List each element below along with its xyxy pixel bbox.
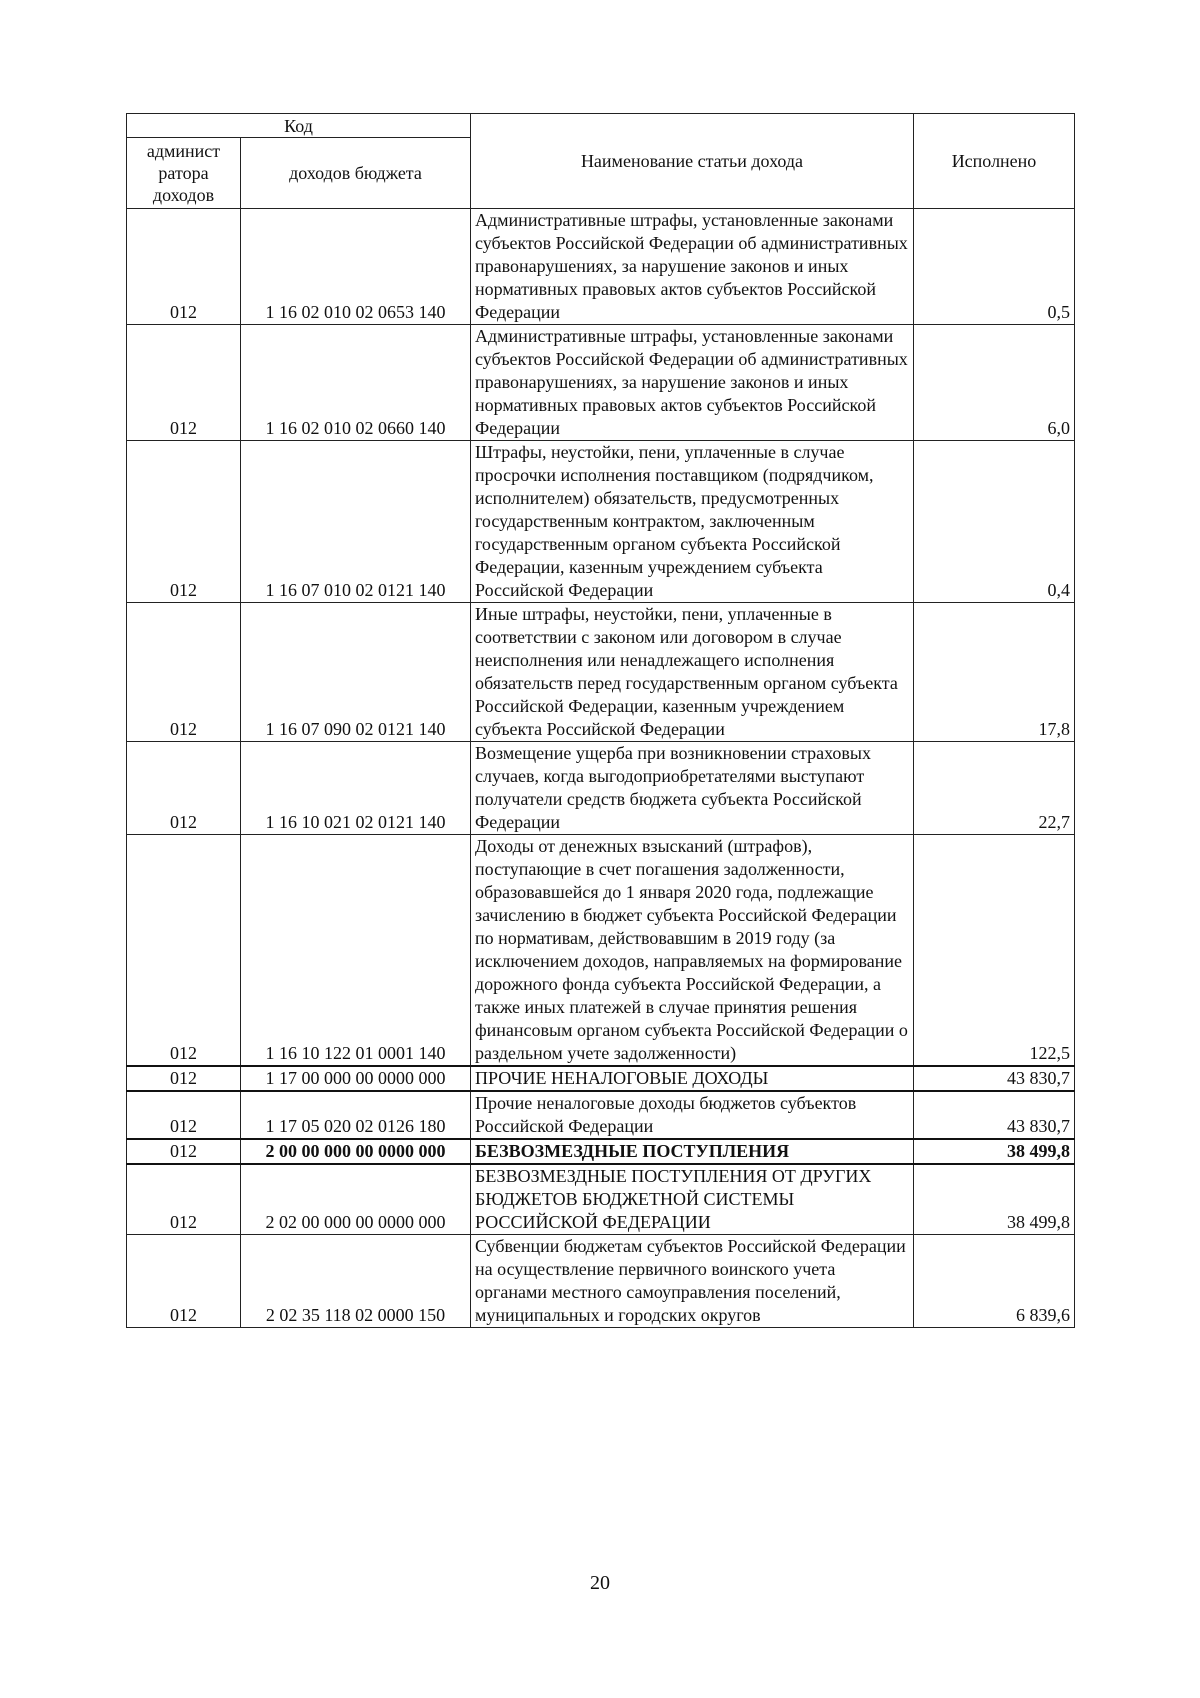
amount-cell: 6 839,6 [914, 1235, 1075, 1328]
admin-column-header [127, 138, 241, 209]
table-row [127, 742, 1075, 835]
revenue-table [126, 113, 1075, 1328]
admin-code-cell: 012 [127, 603, 241, 742]
budget-code-cell: 1 16 02 010 02 0653 140 [241, 209, 471, 325]
budget-code-cell: 2 00 00 000 00 0000 000 [241, 1139, 471, 1164]
revenue-name-cell: Доходы от денежных взысканий (штрафов), поступающие в счет погашения задолженности, образовавшейся до 1 января 2020 года, подлежащие зачислению в бюджет субъекта Российской Федерации по нормативам, действовавшим в 2019 году (за исключением доходов, направляемых на формирование дорожного фонда субъекта Российской Федерации, а также иных платежей в случае принятия решения финансовым органом субъекта Российской Федерации о раздельном учете задолженности) [471, 835, 914, 1067]
budget-code-cell: 1 16 07 090 02 0121 140 [241, 603, 471, 742]
page-number: 20 [590, 1572, 610, 1594]
admin-code-cell: 012 [127, 1091, 241, 1139]
revenue-name-cell: БЕЗВОЗМЕЗДНЫЕ ПОСТУПЛЕНИЯ [471, 1139, 914, 1164]
admin-code-cell: 012 [127, 742, 241, 835]
admin-code-cell: 012 [127, 835, 241, 1067]
admin-code-cell: 012 [127, 325, 241, 441]
amount-cell: 43 830,7 [914, 1066, 1075, 1091]
admin-code-cell: 012 [127, 1066, 241, 1091]
table-row [127, 1066, 1075, 1091]
revenue-name-cell: БЕЗВОЗМЕЗДНЫЕ ПОСТУПЛЕНИЯ ОТ ДРУГИХ БЮДЖЕТОВ БЮДЖЕТНОЙ СИСТЕМЫ РОССИЙСКОЙ ФЕДЕРАЦИИ [471, 1164, 914, 1235]
table-row [127, 1091, 1075, 1139]
amount-cell: 6,0 [914, 325, 1075, 441]
amount-column-header: Исполнено [914, 114, 1075, 209]
revenue-name-cell: Возмещение ущерба при возникновении страховых случаев, когда выгодоприобретателями выступают получатели средств бюджета субъекта Российской Федерации [471, 742, 914, 835]
revenue-name-cell: Административные штрафы, установленные законами субъектов Российской Федерации об административных правонарушениях, за нарушение законов и иных нормативных правовых актов субъектов Российской Федерации [471, 325, 914, 441]
name-column-header: Наименование статьи дохода [471, 114, 914, 209]
budget-code-cell: 2 02 35 118 02 0000 150 [241, 1235, 471, 1328]
table-row [127, 325, 1075, 441]
revenue-name-cell: Субвенции бюджетам субъектов Российской Федерации на осуществление первичного воинского учета органами местного самоуправления поселений, муниципальных и городских округов [471, 1235, 914, 1328]
table-row [127, 835, 1075, 1067]
table-row [127, 1164, 1075, 1235]
amount-cell: 0,5 [914, 209, 1075, 325]
amount-cell: 22,7 [914, 742, 1075, 835]
admin-code-cell: 012 [127, 1164, 241, 1235]
revenue-name-cell: Штрафы, неустойки, пени, уплаченные в случае просрочки исполнения поставщиком (подрядчиком, исполнителем) обязательств, предусмотренных государственным контрактом, заключенным государственным органом субъекта Российской Федерации, казенным учреждением субъекта Российской Федерации [471, 441, 914, 603]
amount-cell: 122,5 [914, 835, 1075, 1067]
code-group-header: Код [127, 114, 471, 138]
table-header [127, 114, 1075, 209]
budget-code-cell: 1 16 02 010 02 0660 140 [241, 325, 471, 441]
revenue-name-cell: Иные штрафы, неустойки, пени, уплаченные в соответствии с законом или договором в случае неисполнения или ненадлежащего исполнения обязательств перед государственным органом субъекта Российской Федерации, казенным учреждением субъекта Российской Федерации [471, 603, 914, 742]
table-body [127, 209, 1075, 1328]
amount-cell: 38 499,8 [914, 1139, 1075, 1164]
revenue-name-cell: Прочие неналоговые доходы бюджетов субъектов Российской Федерации [471, 1091, 914, 1139]
table-row [127, 1235, 1075, 1328]
table-row [127, 209, 1075, 325]
amount-cell: 0,4 [914, 441, 1075, 603]
budget-code-cell: 1 16 07 010 02 0121 140 [241, 441, 471, 603]
budget-code-cell: 2 02 00 000 00 0000 000 [241, 1164, 471, 1235]
revenue-name-cell: Административные штрафы, установленные законами субъектов Российской Федерации об административных правонарушениях, за нарушение законов и иных нормативных правовых актов субъектов Российской Федерации [471, 209, 914, 325]
amount-cell: 43 830,7 [914, 1091, 1075, 1139]
budget-code-cell: 1 17 05 020 02 0126 180 [241, 1091, 471, 1139]
code-column-header: доходов бюджета [241, 138, 471, 209]
admin-column-header-text: админист ратора доходов [146, 141, 221, 205]
admin-code-cell: 012 [127, 441, 241, 603]
budget-code-cell: 1 16 10 021 02 0121 140 [241, 742, 471, 835]
budget-code-cell: 1 17 00 000 00 0000 000 [241, 1066, 471, 1091]
amount-cell: 38 499,8 [914, 1164, 1075, 1235]
table-row [127, 603, 1075, 742]
table-row [127, 441, 1075, 603]
admin-code-cell: 012 [127, 209, 241, 325]
table-row [127, 1139, 1075, 1164]
admin-code-cell: 012 [127, 1235, 241, 1328]
revenue-name-cell: ПРОЧИЕ НЕНАЛОГОВЫЕ ДОХОДЫ [471, 1066, 914, 1091]
budget-code-cell: 1 16 10 122 01 0001 140 [241, 835, 471, 1067]
amount-cell: 17,8 [914, 603, 1075, 742]
admin-code-cell: 012 [127, 1139, 241, 1164]
